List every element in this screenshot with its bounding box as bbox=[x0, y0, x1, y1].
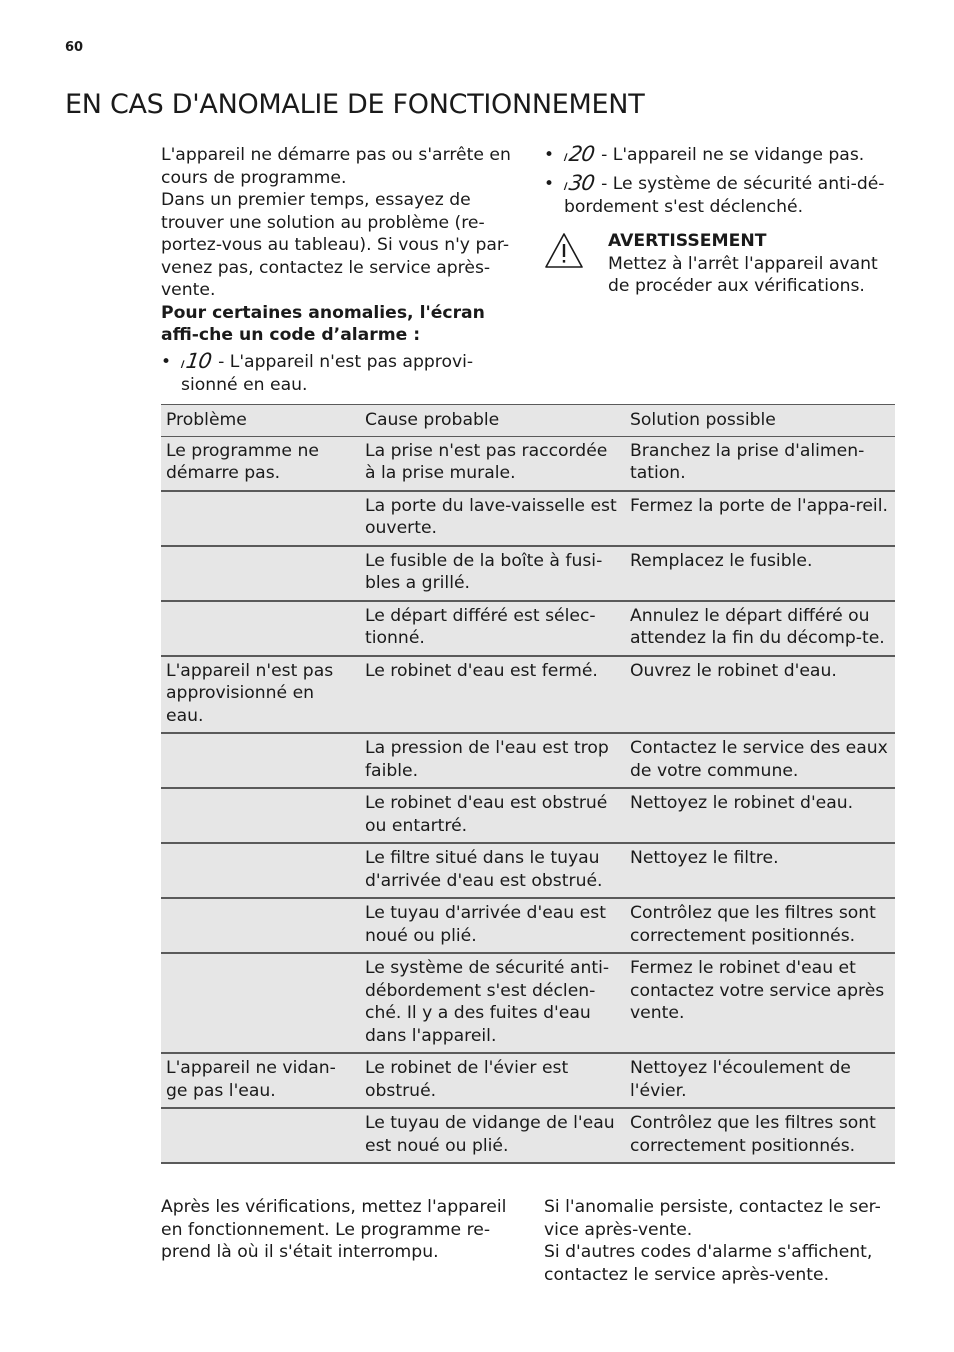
cell-solution: Ouvrez le robinet d'eau. bbox=[625, 656, 895, 734]
cell-problem bbox=[161, 953, 360, 1053]
cell-cause: Le système de sécurité anti-débordement s'est déclen-ché. Il y a des fuites d'eau dans l'appareil. bbox=[360, 953, 625, 1053]
cell-problem: L'appareil ne vidan-ge pas l'eau. bbox=[161, 1053, 360, 1108]
outro-left-column bbox=[161, 1196, 521, 1264]
page-title: EN CAS D'ANOMALIE DE FONCTIONNEMENT bbox=[65, 89, 645, 120]
table-row bbox=[161, 1108, 895, 1163]
cell-problem bbox=[161, 843, 360, 898]
table-row bbox=[161, 491, 895, 546]
warning-title: AVERTISSEMENT bbox=[608, 231, 767, 251]
cell-cause: Le tuyau de vidange de l'eau est noué ou plié. bbox=[360, 1108, 625, 1163]
table-row bbox=[161, 656, 895, 734]
cell-cause: La porte du lave-vaisselle est ouverte. bbox=[360, 491, 625, 546]
cell-cause: Le fusible de la boîte à fusi-bles a grillé. bbox=[360, 546, 625, 601]
cell-solution: Contrôlez que les filtres sont correctement positionnés. bbox=[625, 898, 895, 953]
cell-solution: Remplacez le fusible. bbox=[625, 546, 895, 601]
cell-cause: Le départ différé est sélec-tionné. bbox=[360, 601, 625, 656]
cell-solution: Annulez le départ différé ou attendez la fin du décomp-te. bbox=[625, 601, 895, 656]
alarm-intro-text: Pour certaines anomalies, l'écran affi-che un code d’alarme : bbox=[161, 302, 485, 345]
table-row bbox=[161, 601, 895, 656]
alarm-item-20 bbox=[544, 144, 896, 167]
table-row bbox=[161, 843, 895, 898]
cell-problem bbox=[161, 491, 360, 546]
cell-solution: Fermez la porte de l'appa-reil. bbox=[625, 491, 895, 546]
cell-solution: Nettoyez l'écoulement de l'évier. bbox=[625, 1053, 895, 1108]
bullet-icon: • bbox=[544, 174, 555, 194]
bullet-icon: • bbox=[544, 145, 555, 165]
cell-problem bbox=[161, 733, 360, 788]
alarm-text: - L'appareil ne se vidange pas. bbox=[601, 145, 865, 165]
table-row bbox=[161, 436, 895, 491]
cell-solution: Nettoyez le robinet d'eau. bbox=[625, 788, 895, 843]
alarm-text: - Le système de sécurité anti-dé-bordement s'est déclenché. bbox=[564, 174, 885, 217]
alarm-code-display: ı10 bbox=[179, 348, 213, 373]
alarm-item-10 bbox=[161, 348, 521, 397]
table-row bbox=[161, 1053, 895, 1108]
cell-problem bbox=[161, 546, 360, 601]
troubleshooting-table bbox=[161, 404, 895, 1164]
outro-right-column bbox=[544, 1196, 896, 1286]
cell-problem: Le programme ne démarre pas. bbox=[161, 436, 360, 491]
cell-problem bbox=[161, 1108, 360, 1163]
warning-triangle-icon bbox=[544, 230, 608, 298]
alarm-text: - L'appareil n'est pas approvi-sionné en eau. bbox=[181, 351, 474, 395]
cell-cause: Le robinet d'eau est fermé. bbox=[360, 656, 625, 734]
table-row bbox=[161, 546, 895, 601]
cell-cause: Le filtre situé dans le tuyau d'arrivée d'eau est obstrué. bbox=[360, 843, 625, 898]
cell-cause: La pression de l'eau est trop faible. bbox=[360, 733, 625, 788]
warning-box bbox=[544, 230, 896, 298]
cell-solution: Nettoyez le filtre. bbox=[625, 843, 895, 898]
header-solution: Solution possible bbox=[625, 405, 895, 437]
header-problem: Problème bbox=[161, 405, 360, 437]
page-number: 60 bbox=[65, 40, 84, 55]
cell-cause: Le robinet d'eau est obstrué ou entartré. bbox=[360, 788, 625, 843]
intro-right-column bbox=[544, 144, 896, 219]
outro-right-text-1: Si l'anomalie persiste, contactez le ser-vice après-vente. bbox=[544, 1197, 881, 1240]
cell-problem bbox=[161, 898, 360, 953]
table-row bbox=[161, 953, 895, 1053]
table-row bbox=[161, 898, 895, 953]
intro-paragraph-1: L'appareil ne démarre pas ou s'arrête en cours de programme. bbox=[161, 145, 511, 188]
header-cause: Cause probable bbox=[360, 405, 625, 437]
cell-solution: Fermez le robinet d'eau et contactez votre service après vente. bbox=[625, 953, 895, 1053]
cell-cause: Le tuyau d'arrivée d'eau est noué ou plié. bbox=[360, 898, 625, 953]
cell-problem bbox=[161, 601, 360, 656]
table-row bbox=[161, 788, 895, 843]
cell-solution: Contactez le service des eaux de votre commune. bbox=[625, 733, 895, 788]
cell-problem bbox=[161, 788, 360, 843]
alarm-item-30 bbox=[544, 173, 896, 219]
table-header-row bbox=[161, 405, 895, 437]
warning-text: Mettez à l'arrêt l'appareil avant de procéder aux vérifications. bbox=[608, 253, 878, 296]
outro-right-text-2: Si d'autres codes d'alarme s'affichent, contactez le service après-vente. bbox=[544, 1242, 873, 1285]
intro-paragraph-2: Dans un premier temps, essayez de trouver une solution au problème (re-portez-vous au tableau). Si vous n'y par-venez pas, contactez le service après-vente. bbox=[161, 190, 510, 300]
cell-cause: La prise n'est pas raccordée à la prise murale. bbox=[360, 436, 625, 491]
alarm-code-display: ı30 bbox=[562, 171, 596, 195]
table-row bbox=[161, 733, 895, 788]
intro-left-column bbox=[161, 144, 521, 396]
outro-left-text: Après les vérifications, mettez l'appareil en fonctionnement. Le programme re-prend là où il s'était interrompu. bbox=[161, 1197, 507, 1262]
alarm-code-display: ı20 bbox=[562, 142, 596, 166]
cell-solution: Branchez la prise d'alimen-tation. bbox=[625, 436, 895, 491]
bullet-icon: • bbox=[161, 351, 172, 372]
cell-problem: L'appareil n'est pas approvisionné en eau. bbox=[161, 656, 360, 734]
cell-cause: Le robinet de l'évier est obstrué. bbox=[360, 1053, 625, 1108]
cell-solution: Contrôlez que les filtres sont correctement positionnés. bbox=[625, 1108, 895, 1163]
